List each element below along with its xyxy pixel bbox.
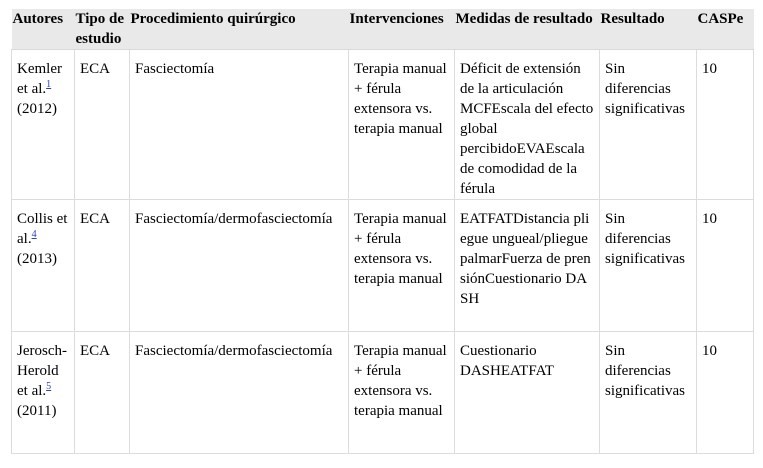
procedure-cell: Fasciectomía — [130, 50, 349, 200]
author-year: (2012) — [17, 101, 57, 117]
table-row — [12, 50, 754, 200]
caspe-cell: 10 — [697, 50, 754, 200]
table-row — [12, 332, 754, 454]
caspe-cell: 10 — [697, 200, 754, 332]
author-cell — [12, 50, 75, 200]
interventions-cell: Terapia manual + férula extensora vs. terapia manual — [349, 200, 455, 332]
interventions-cell: Terapia manual + férula extensora vs. terapia manual — [349, 50, 455, 200]
author-name: Collis et al. — [17, 211, 68, 247]
author-name: Jerosch-Herold et al. — [17, 343, 67, 399]
author-year: (2011) — [17, 403, 57, 419]
header-caspe: CASPe — [697, 9, 754, 50]
procedure-cell: Fasciectomía/dermofasciectomía — [130, 332, 349, 454]
result-cell: Sin diferencias significativas — [600, 332, 697, 454]
result-cell: Sin diferencias significativas — [600, 200, 697, 332]
procedure-cell: Fasciectomía/dermofasciectomía — [130, 200, 349, 332]
reference-link[interactable]: 1 — [46, 79, 52, 90]
table-row — [12, 200, 754, 332]
header-tipo-estudio: Tipo de estudio — [75, 9, 130, 50]
author-cell — [12, 332, 75, 454]
header-medidas: Medidas de resultado — [455, 9, 600, 50]
header-intervenciones: Intervenciones — [349, 9, 455, 50]
author-year: (2013) — [17, 251, 57, 267]
caspe-cell: 10 — [697, 332, 754, 454]
author-cell — [12, 200, 75, 332]
study-type-cell: ECA — [75, 332, 130, 454]
studies-table — [11, 9, 754, 454]
measures-cell: EATFATDistancia pliegue ungueal/pliegue palmarFuerza de prensiónCuestionario DASH — [455, 200, 600, 332]
measures-cell: Déficit de extensión de la articulación MCFEscala del efecto global percibidoEVAEscala de comodidad de la férula — [455, 50, 600, 200]
reference-link[interactable]: 5 — [46, 381, 52, 392]
result-cell: Sin diferencias significativas — [600, 50, 697, 200]
author-name: Kemler et al. — [17, 61, 62, 97]
reference-link[interactable]: 4 — [31, 229, 37, 240]
measures-cell: Cuestionario DASHEATFAT — [455, 332, 600, 454]
interventions-cell: Terapia manual + férula extensora vs. terapia manual — [349, 332, 455, 454]
header-procedimiento: Procedimiento quirúrgico — [130, 9, 349, 50]
study-type-cell: ECA — [75, 200, 130, 332]
header-autores: Autores — [12, 9, 75, 50]
study-type-cell: ECA — [75, 50, 130, 200]
header-resultado: Resultado — [600, 9, 697, 50]
header-row — [12, 9, 754, 50]
